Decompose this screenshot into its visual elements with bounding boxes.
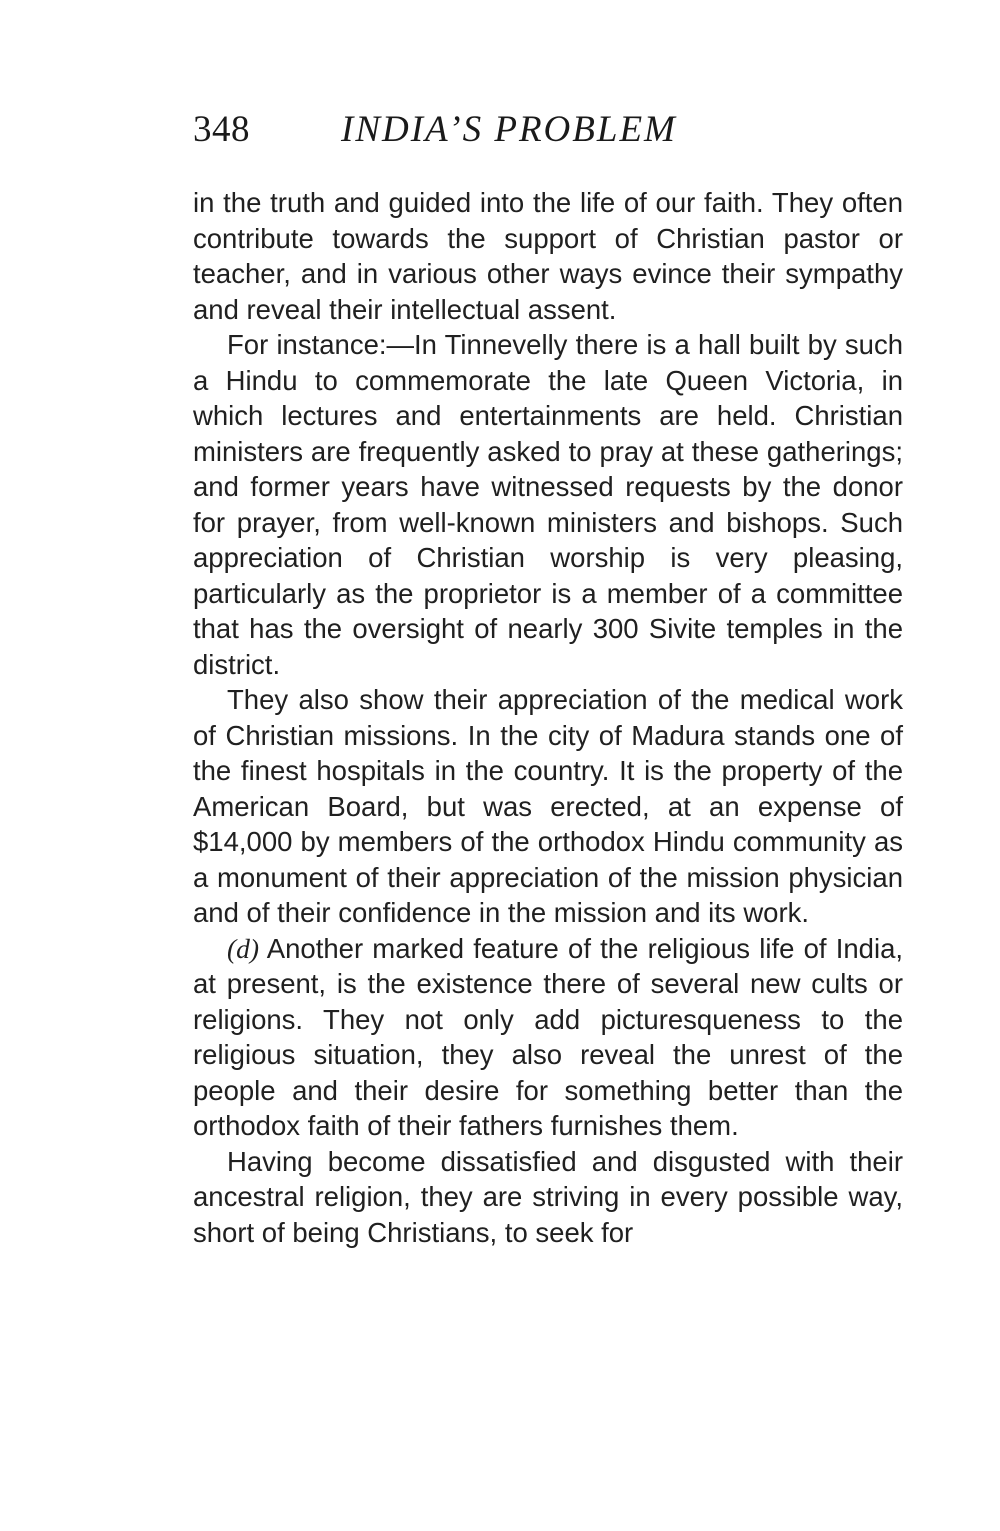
paragraph-continuation bbox=[193, 185, 903, 327]
paragraph-text: For instance:—In Tinnevelly there is a hall built by such a Hindu to commemorate the late Queen Victoria, in which lectures and entertainments are held. Christian ministers are frequently asked to pray at these gatherings; and former years have witnessed requests by the donor for prayer, from well-known ministers and bishops. Such appreciation of Christian worship is very pleasing, particularly as the proprietor is a member of a committee that has the oversight of nearly 300 Sivite temples in the district. bbox=[193, 329, 903, 680]
paragraph-text: They also show their appreciation of the medical work of Christian missions. In the city of Madura stands one of the finest hospitals in the country. It is the property of the American Board, but was erected, at an expense of $14,000 by members of the orthodox Hindu community as a monument of their appreciation of the mission physician and of their confidence in the mission and its work. bbox=[193, 684, 903, 928]
paragraph-text: in the truth and guided into the life of our faith. They often contribute towards the support of Christian pastor or teacher, and in various other ways evince their sympathy and reveal their intellectual assent. bbox=[193, 187, 903, 325]
running-title: INDIA’S PROBLEM bbox=[341, 109, 677, 150]
paragraph-text: Having become dissatisfied and disgusted with their ancestral religion, they are striving in every possible way, short of being Christians, to seek for bbox=[193, 1145, 903, 1248]
running-head bbox=[193, 108, 903, 158]
paragraph-new-cults bbox=[193, 931, 903, 1144]
paragraph-text: Another marked feature of the religious life of India, at present, is the existence there of several new cults or religions. They not only add picturesqueness to the religious situation, they also reveal the unrest of the people and their desire for something better than the orthodox faith of their fathers furnishes them. bbox=[193, 932, 904, 1141]
section-label: (d) bbox=[227, 932, 260, 964]
paragraph-medical-work bbox=[193, 682, 903, 931]
body-text bbox=[193, 185, 903, 1250]
page-number: 348 bbox=[193, 109, 250, 150]
paragraph-tinnevelly bbox=[193, 327, 903, 682]
paragraph-ancestral-religion bbox=[193, 1144, 903, 1251]
